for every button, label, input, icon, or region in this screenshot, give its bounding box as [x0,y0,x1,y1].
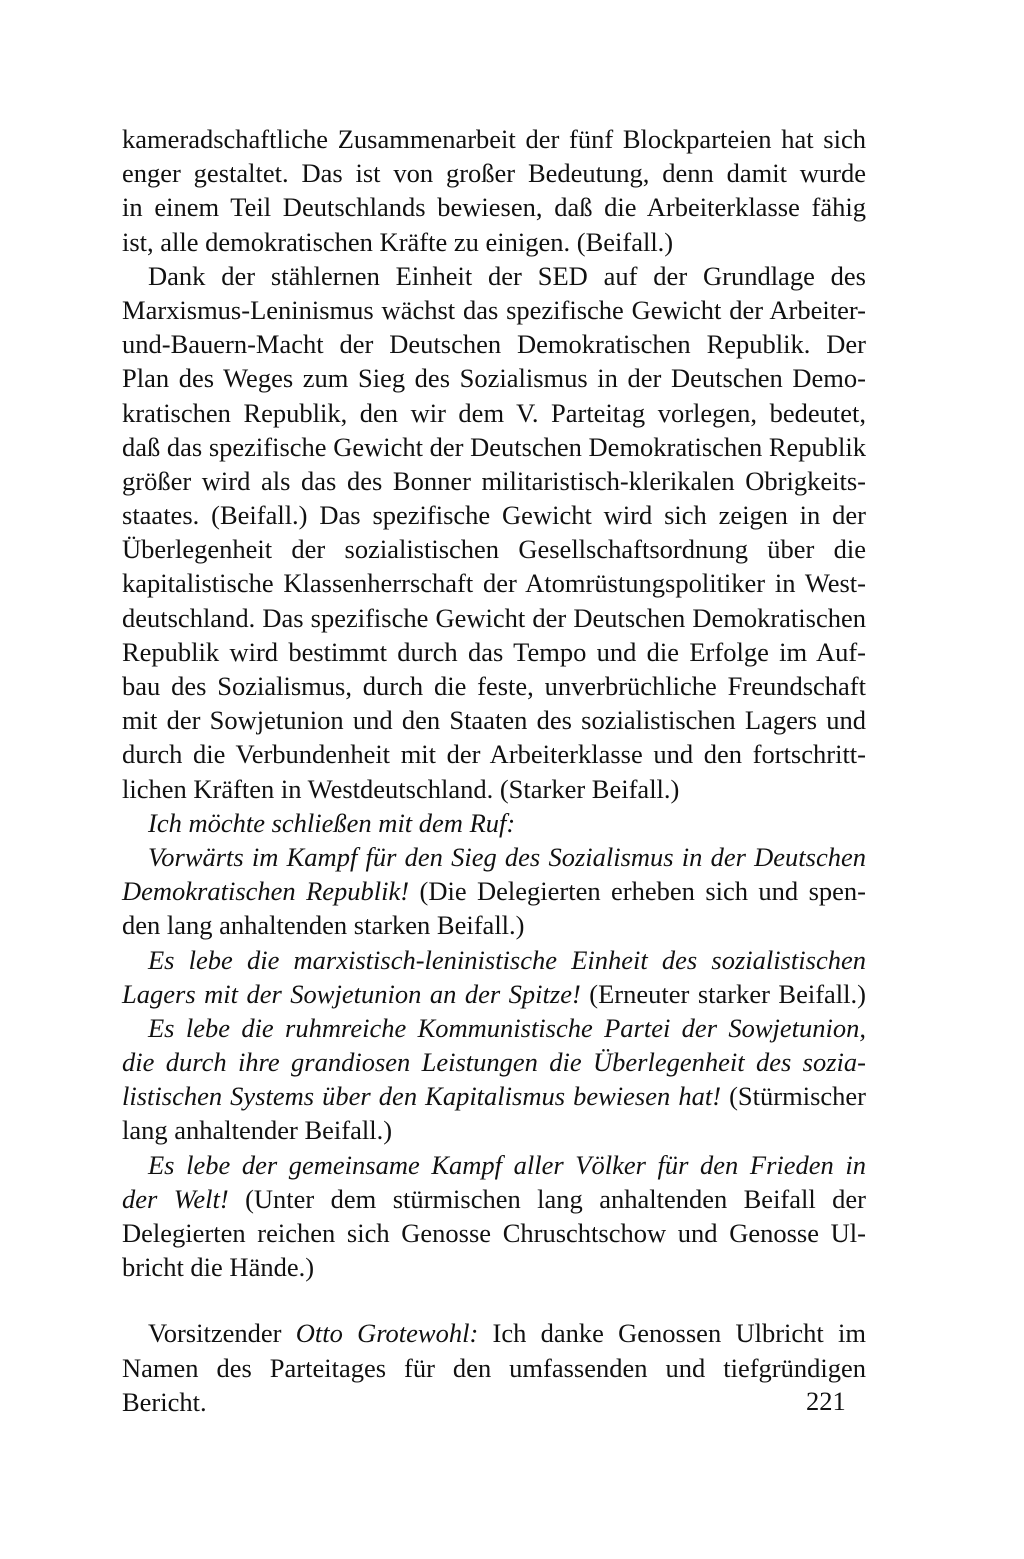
closing-italic: Lagers mit der Sowjetunion an der Spitze! [122,978,581,1009]
text-line: und-Bauern-Macht der Deutschen Demokratischen Republik. Der [122,329,866,360]
text-line: mit der Sowjetunion und den Staaten des sozialistischen Lagers und [122,705,866,736]
text-line: daß das spezifische Gewicht der Deutschen Demokratischen Republik [122,431,866,462]
text-line: lichen Kräften in Westdeutschland. (Starker Beifall.) [122,773,680,804]
text-line: Überlegenheit der sozialistischen Gesellschaftsordnung über die [122,534,866,565]
text-line: kratischen Republik, den wir dem V. Parteitag vorlegen, bedeutet, [122,397,866,428]
chair-roman: Ich danke Genossen Ulbricht im [478,1318,866,1349]
paragraph-gap [122,1284,866,1316]
text-line: größer wird als das des Bonner militaristisch-klerikalen Obrigkeits- [122,465,866,496]
chair-line: Bericht. [122,1386,207,1417]
closing-line [122,874,866,908]
text-line: enger gestaltet. Das ist von großer Bedeutung, denn damit wurde [122,158,866,189]
text-line: durch die Verbundenheit mit der Arbeiterklasse und den fortschritt- [122,739,866,770]
text-line: ist, alle demokratischen Kräfte zu einigen. (Beifall.) [122,226,674,257]
chair-line: Namen des Parteitages für den umfassenden und tiefgründigen [122,1352,866,1383]
text-line: bau des Sozialismus, durch die feste, unverbrüchliche Freundschaft [122,671,866,701]
closing-line: den lang anhaltenden starken Beifall.) [122,910,525,941]
closing-line: Es lebe die marxistisch-leninistische Einheit des sozialistischen [148,944,866,975]
closing-line: Es lebe die ruhmreiche Kommunistische Partei der Sowjetunion, [148,1012,866,1043]
text-line: Marxismus-Leninismus wächst das spezifische Gewicht der Arbeiter- [122,294,866,325]
closing-line: Delegierten reichen sich Genosse Chruschtschow und Genosse Ul- [122,1218,866,1248]
page-number: 221 [806,1386,846,1416]
closing-line: lang anhaltender Beifall.) [122,1115,393,1146]
text-line: Plan des Weges zum Sieg des Sozialismus in der Deutschen Demo- [122,363,866,394]
closing-line: die durch ihre grandiosen Leistungen die Überlegenheit des sozia- [122,1047,866,1078]
chair-line [122,1316,866,1350]
closing-line [122,1079,866,1113]
text-line: kapitalistische Klassenherrschaft der Atomrüstungspolitiker in West- [122,568,866,599]
text-line: kameradschaftliche Zusammenarbeit der fünf Blockparteien hat sich [122,124,866,154]
body-text [122,122,866,1419]
text-line: staates. (Beifall.) Das spezifische Gewicht wird sich zeigen in der [122,500,866,531]
closing-roman: (Die Delegierten erheben sich und spen- [409,876,866,907]
closing-line [122,977,866,1011]
closing-line: Es lebe der gemeinsame Kampf aller Völker für den Frieden in [148,1149,866,1180]
chair-prefix: Vorsitzender [148,1318,296,1349]
closing-roman: (Stürmischer [721,1081,866,1112]
closing-italic: der Welt! [122,1183,229,1214]
text-line: Dank der stählernen Einheit der SED auf der Grundlage des [148,260,866,291]
closing-italic: listischen Systems über den Kapitalismus bewiesen hat! [122,1081,722,1112]
closing-line: bricht die Hände.) [122,1252,315,1283]
closing-italic: Demokratischen Republik! [122,876,410,907]
text-line: deutschland. Das spezifische Gewicht der Deutschen Demokratischen [122,602,866,633]
text-line: Republik wird bestimmt durch das Tempo und die Erfolge im Auf- [122,636,866,667]
closing-roman: (Erneuter starker Beifall.) [580,978,866,1009]
closing-line: Vorwärts im Kampf für den Sieg des Sozialismus in der Deutschen [148,841,866,872]
closing-line: Ich möchte schließen mit dem Ruf: [148,807,516,838]
closing-roman: (Unter dem stürmischen lang anhaltenden Beifall der [228,1183,866,1214]
speaker-name: Otto Grotewohl: [295,1318,479,1349]
text-line: in einem Teil Deutschlands bewiesen, daß die Arbeiterklasse fähig [122,192,866,223]
closing-line [122,1182,866,1216]
